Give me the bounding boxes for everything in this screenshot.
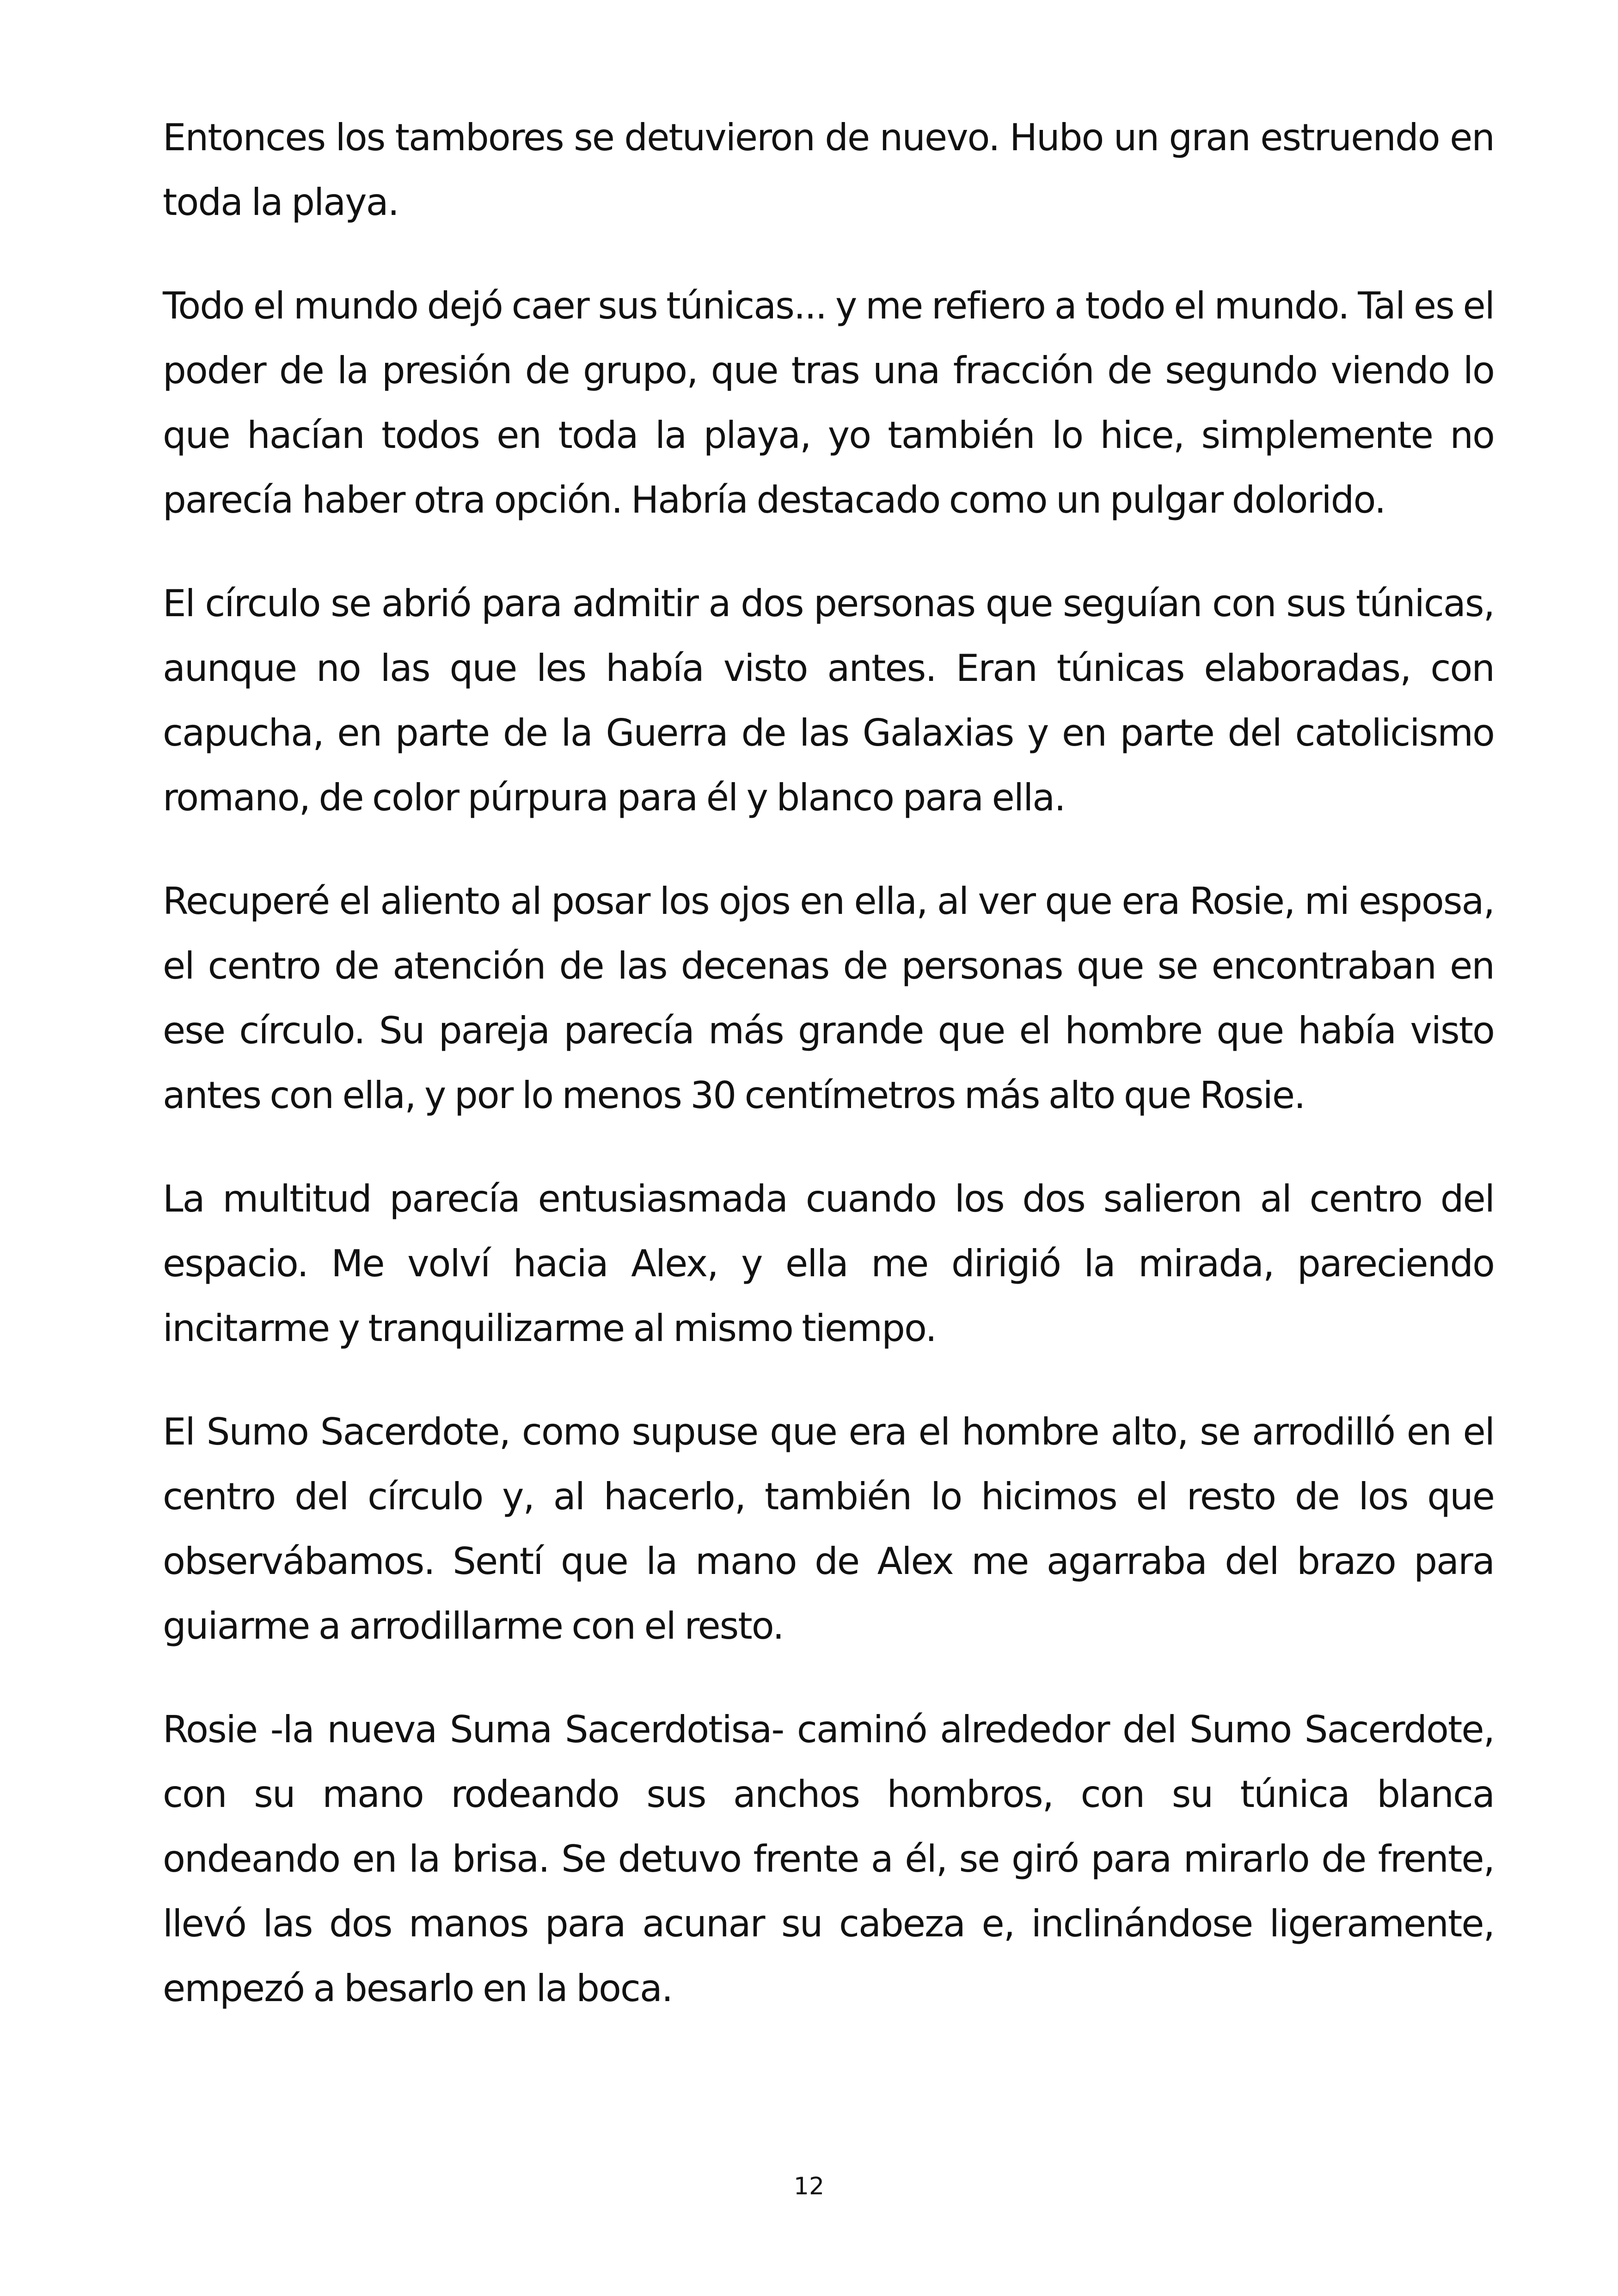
paragraph-6: El Sumo Sacerdote, como supuse que era el hombre alto, se arrodilló en el centro del círculo y, al hacerlo, también lo hicimos el resto de los que observábamos. Sentí que la mano de Alex me agarraba del brazo para guiarme a arrodillarme con el resto.	[163, 1410, 1494, 1647]
body-text	[163, 105, 1494, 2060]
paragraph-4: Recuperé el aliento al posar los ojos en ella, al ver que era Rosie, mi esposa, el centro de atención de las decenas de personas que se encontraban en ese círculo. Su pareja parecía más grande que el hombre que había visto antes con ella, y por lo menos 30 centímetros más alto que Rosie.	[163, 880, 1494, 1117]
page-number: 12	[793, 2173, 825, 2200]
paragraph-3: El círculo se abrió para admitir a dos personas que seguían con sus túnicas, aunque no las que les había visto antes. Eran túnicas elaboradas, con capucha, en parte de la Guerra de las Galaxias y en parte del catolicismo romano, de color púrpura para él y blanco para ella.	[163, 582, 1494, 819]
paragraph-2: Todo el mundo dejó caer sus túnicas... y me refiero a todo el mundo. Tal es el poder de la presión de grupo, que tras una fracción de segundo viendo lo que hacían todos en toda la playa, yo también lo hice, simplemente no parecía haber otra opción. Habría destacado como un pulgar dolorido.	[163, 284, 1494, 521]
paragraph-1: Entonces los tambores se detuvieron de nuevo. Hubo un gran estruendo en toda la playa.	[163, 116, 1494, 224]
paragraph-5: La multitud parecía entusiasmada cuando los dos salieron al centro del espacio. Me volví hacia Alex, y ella me dirigió la mirada, pareciendo incitarme y tranquilizarme al mismo tiempo.	[163, 1177, 1494, 1350]
paragraph-7: Rosie -la nueva Suma Sacerdotisa- caminó alrededor del Sumo Sacerdote, con su mano rodeando sus anchos hombros, con su túnica blanca ondeando en la brisa. Se detuvo frente a él, se giró para mirarlo de frente, llevó las dos manos para acunar su cabeza e, inclinándose ligeramente, empezó a besarlo en la boca.	[163, 1708, 1494, 2010]
